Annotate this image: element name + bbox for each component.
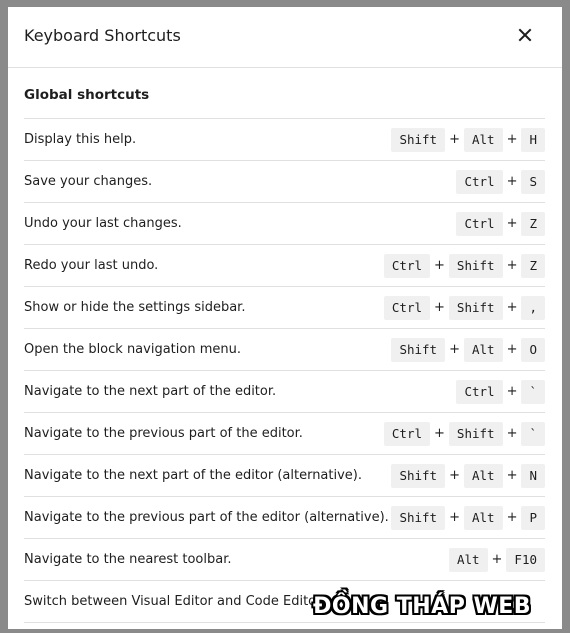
key-separator: + bbox=[506, 342, 518, 357]
shortcut-description: Display this help. bbox=[24, 132, 137, 147]
shortcut-keys bbox=[449, 548, 545, 572]
key-cap: Alt bbox=[449, 548, 488, 572]
shortcut-description: Undo your last changes. bbox=[24, 216, 182, 231]
shortcut-row bbox=[24, 245, 545, 287]
key-cap: Shift bbox=[391, 464, 445, 488]
key-cap: Shift bbox=[449, 296, 503, 320]
key-separator: + bbox=[506, 426, 518, 441]
key-cap: Shift bbox=[449, 254, 503, 278]
shortcut-keys bbox=[391, 464, 545, 488]
shortcut-keys bbox=[384, 296, 545, 320]
shortcut-list bbox=[24, 119, 545, 623]
key-cap: Alt bbox=[464, 128, 503, 152]
key-cap: Alt bbox=[464, 464, 503, 488]
key-separator: + bbox=[434, 426, 445, 441]
key-separator: + bbox=[506, 174, 518, 189]
close-icon bbox=[518, 28, 532, 42]
key-cap: Shift bbox=[449, 422, 503, 446]
global-shortcuts-section bbox=[24, 67, 545, 623]
shortcut-keys bbox=[391, 128, 545, 152]
shortcut-keys bbox=[456, 170, 545, 194]
shortcut-description: Redo your last undo. bbox=[24, 258, 159, 273]
shortcut-description: Switch between Visual Editor and Code Editor. bbox=[24, 594, 325, 609]
section-title bbox=[24, 67, 545, 119]
key-separator: + bbox=[506, 384, 518, 399]
shortcut-keys bbox=[391, 338, 545, 362]
key-cap: Z bbox=[521, 254, 545, 278]
shortcut-description: Open the block navigation menu. bbox=[24, 342, 241, 357]
keyboard-shortcuts-modal bbox=[8, 7, 562, 629]
key-separator: + bbox=[506, 216, 518, 231]
key-cap: Ctrl bbox=[384, 254, 430, 278]
key-cap: Ctrl bbox=[384, 422, 430, 446]
shortcut-row bbox=[24, 539, 545, 581]
key-cap: P bbox=[521, 506, 545, 530]
key-cap: Ctrl bbox=[384, 296, 430, 320]
key-cap: Z bbox=[521, 212, 545, 236]
shortcut-row bbox=[24, 455, 545, 497]
key-cap: S bbox=[521, 170, 545, 194]
shortcut-row bbox=[24, 203, 545, 245]
shortcut-keys bbox=[456, 212, 545, 236]
shortcut-keys bbox=[391, 506, 545, 530]
key-separator: + bbox=[449, 510, 460, 525]
section-title-text: Global shortcuts bbox=[24, 87, 150, 103]
shortcut-row bbox=[24, 329, 545, 371]
key-separator: + bbox=[434, 300, 445, 315]
watermark-logo: ĐỒNG THÁP WEB bbox=[313, 594, 532, 619]
key-separator: + bbox=[506, 468, 518, 483]
shortcut-keys bbox=[384, 422, 545, 446]
key-cap: Ctrl bbox=[456, 380, 502, 404]
shortcut-row bbox=[24, 497, 545, 539]
key-separator: + bbox=[449, 342, 460, 357]
shortcut-row bbox=[24, 161, 545, 203]
key-cap: Ctrl bbox=[456, 212, 502, 236]
key-cap: , bbox=[521, 296, 545, 320]
key-separator: + bbox=[434, 258, 445, 273]
key-cap: F10 bbox=[506, 548, 545, 572]
shortcut-description: Navigate to the previous part of the editor. bbox=[24, 426, 303, 441]
key-separator: + bbox=[506, 258, 518, 273]
key-cap: ` bbox=[521, 422, 545, 446]
key-cap: Alt bbox=[464, 338, 503, 362]
shortcut-description: Navigate to the next part of the editor. bbox=[24, 384, 277, 399]
key-cap: O bbox=[521, 338, 545, 362]
key-separator: + bbox=[491, 552, 503, 567]
shortcut-row bbox=[24, 287, 545, 329]
key-cap: Shift bbox=[391, 338, 445, 362]
key-cap: N bbox=[521, 464, 545, 488]
close-button[interactable] bbox=[513, 23, 537, 47]
key-cap: Shift bbox=[391, 128, 445, 152]
shortcut-description: Save your changes. bbox=[24, 174, 153, 189]
shortcut-keys bbox=[456, 380, 545, 404]
shortcut-description: Show or hide the settings sidebar. bbox=[24, 300, 246, 315]
shortcut-row bbox=[24, 413, 545, 455]
key-cap: Ctrl bbox=[456, 170, 502, 194]
shortcut-description: Navigate to the next part of the editor (alternative). bbox=[24, 468, 363, 483]
modal-header bbox=[8, 7, 562, 68]
key-separator: + bbox=[506, 132, 518, 147]
key-cap: Alt bbox=[464, 506, 503, 530]
shortcut-description: Navigate to the nearest toolbar. bbox=[24, 552, 232, 567]
key-cap: ` bbox=[521, 380, 545, 404]
modal-title: Keyboard Shortcuts bbox=[24, 26, 181, 45]
key-separator: + bbox=[506, 510, 518, 525]
shortcut-description: Navigate to the previous part of the editor (alternative). bbox=[24, 510, 389, 525]
key-cap: H bbox=[521, 128, 545, 152]
shortcut-keys bbox=[384, 254, 545, 278]
key-separator: + bbox=[506, 300, 518, 315]
shortcut-row bbox=[24, 119, 545, 161]
key-separator: + bbox=[449, 132, 460, 147]
key-cap: Shift bbox=[391, 506, 445, 530]
shortcut-row bbox=[24, 371, 545, 413]
key-separator: + bbox=[449, 468, 460, 483]
